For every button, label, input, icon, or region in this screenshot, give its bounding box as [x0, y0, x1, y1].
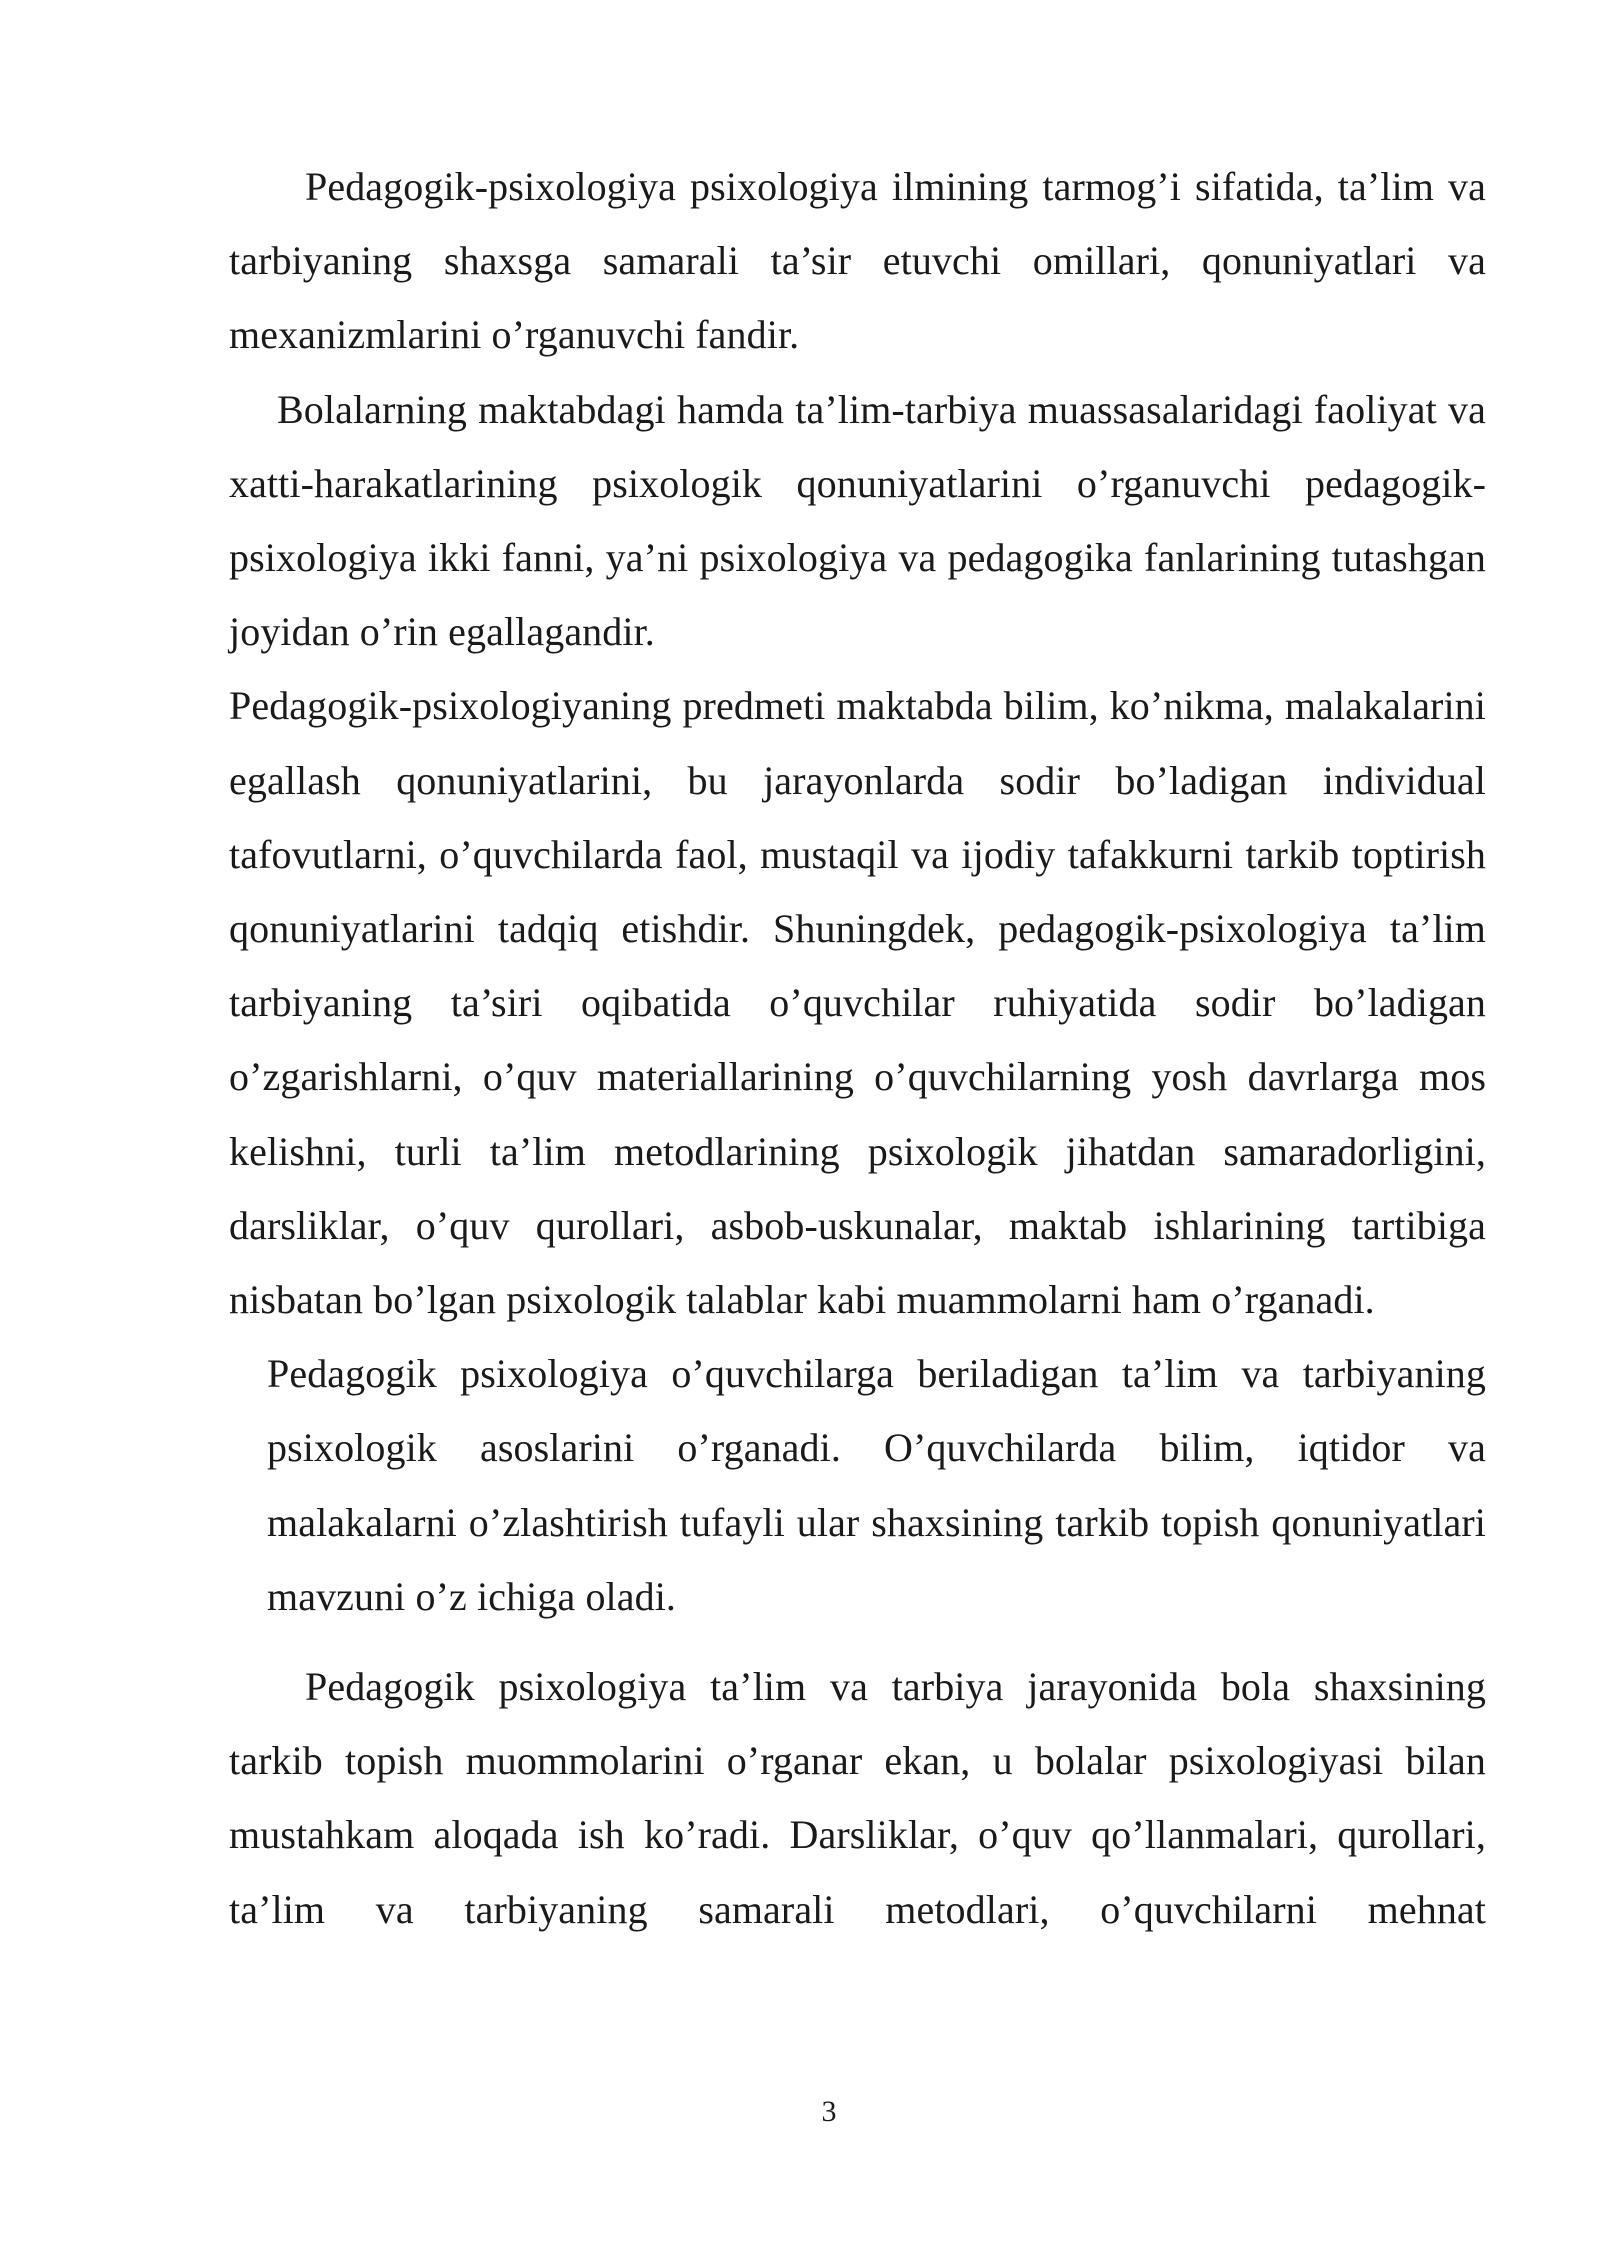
paragraph-3: Pedagogik-psixologiyaning predmeti maktabda bilim, ko’nikma, malakalarini egallash qonuniyatlarini, bu jarayonlarda sodir bo’ladigan individual tafovutlarni, o’quvchilarda faol, mustaqil va ijodiy tafakkurni tarkib toptirish qonuniyatlarini tadqiq etishdir. Shuningdek, pedagogik-psixologiya ta’lim tarbiyaning ta’siri oqibatida o’quvchilar ruhiyatida sodir bo’ladigan o’zgarishlarni, o’quv materiallarining o’quvchilarning yosh davrlarga mos kelishni, turli ta’lim metodlarining psixologik jihatdan samaradorligini, darsliklar, o’quv qurollari, asbob-uskunalar, maktab ishlarining tartibiga nisbatan bo’lgan psixologik talablar kabi muammolarni ham o’rganadi. [229, 683, 1486, 1323]
paragraph-1: Pedagogik-psixologiya psixologiya ilmining tarmog’i sifatida, ta’lim va tarbiyaning shaxsga samarali ta’sir etuvchi omillari, qonuniyatlari va mexanizmlarini o’rganuvchi fandir. [229, 164, 1486, 358]
document-page [229, 150, 1486, 1947]
paragraph-4: Pedagogik psixologiya o’quvchilarga beriladigan ta’lim va tarbiyaning psixologik asoslarini o’rganadi. O’quvchilarda bilim, iqtidor va malakalarni o’zlashtirish tufayli ular shaxsining tarkib topish qonuniyatlari mavzuni o’z ichiga oladi. [267, 1351, 1486, 1619]
paragraph-2: Bolalarning maktabdagi hamda ta’lim-tarbiya muassasalaridagi faoliyat va xatti-harakatlarining psixologik qonuniyatlarini o’rganuvchi pedagogik-psixologiya ikki fanni, ya’ni psixologiya va pedagogika fanlarining tutashgan joyidan o’rin egallagandir. [229, 386, 1486, 655]
page-number: 3 [821, 2095, 837, 2128]
paragraph-5: Pedagogik psixologiya ta’lim va tarbiya jarayonida bola shaxsining tarkib topish muommolarini o’rganar ekan, u bolalar psixologiyasi bilan mustahkam aloqada ish ko’radi. Darsliklar, o’quv qo’llanmalari, qurollari, ta’lim va tarbiyaning samarali metodlari, o’quvchilarni mehnat [229, 1664, 1486, 1932]
